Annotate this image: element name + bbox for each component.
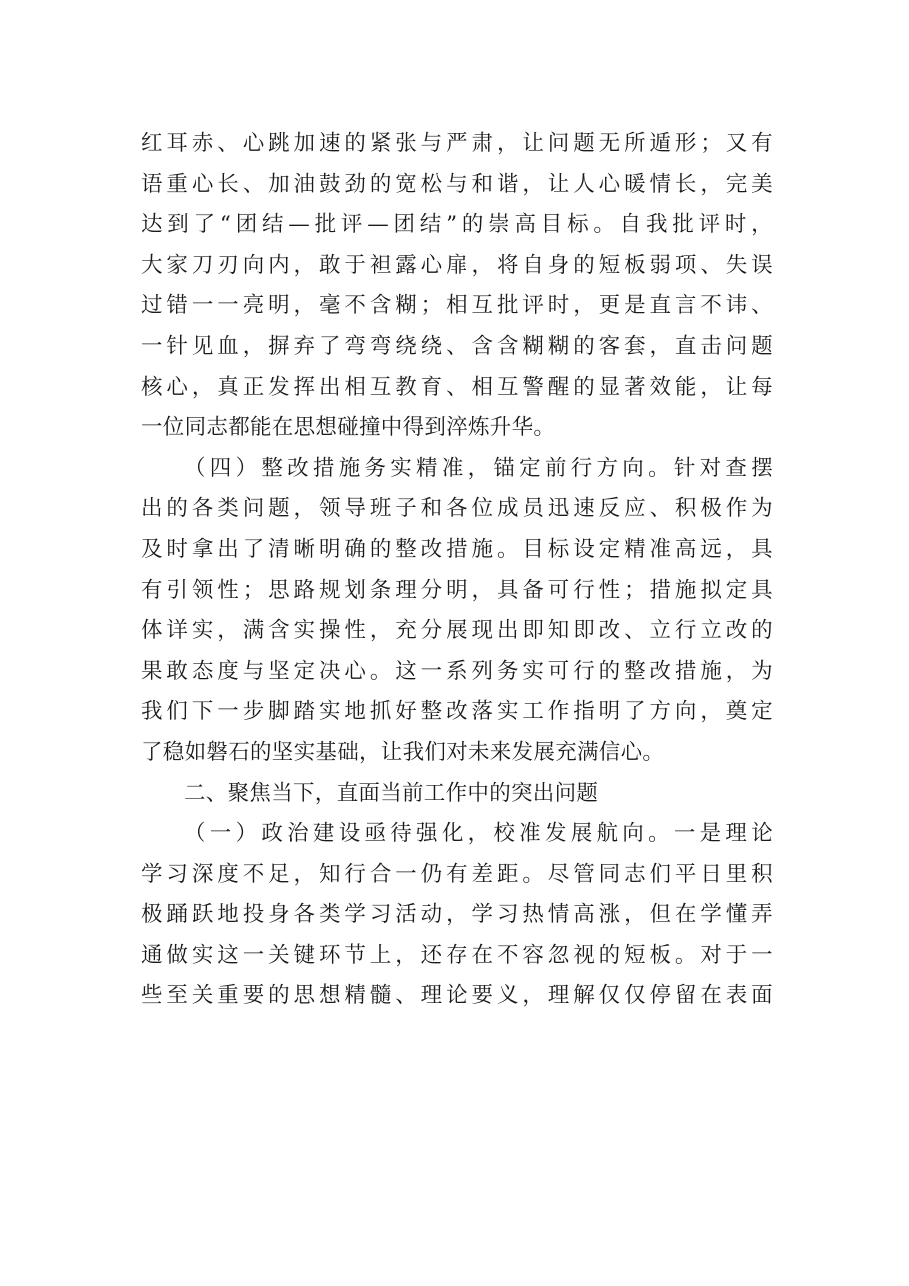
document-body [141, 124, 773, 1017]
text-line: 达到了“团结—批评—团结”的崇高目标。自我批评时， [141, 212, 773, 238]
text-line: （四）整改措施务实精准，锚定前行方向。针对查摆 [184, 455, 773, 481]
text-line: 语重心长、加油鼓劲的宽松与和谐，让人心暖情长，完美 [141, 171, 773, 197]
text-line: 过错一一亮明，毫不含糊；相互批评时，更是直言不讳、 [141, 293, 773, 319]
text-line: 有引领性；思路规划条理分明，具备可行性；措施拟定具 [141, 577, 773, 603]
text-line: 果敢态度与坚定决心。这一系列务实可行的整改措施，为 [141, 658, 773, 684]
text-line: 极踊跃地投身各类学习活动，学习热情高涨，但在学懂弄 [141, 902, 773, 928]
section-heading-text: 二、聚焦当下，直面当前工作中的突出问题 [184, 780, 599, 806]
text-line: 一针见血，摒弃了弯弯绕绕、含含糊糊的客套，直击问题 [141, 333, 773, 359]
text-line: 学习深度不足，知行合一仍有差距。尽管同志们平日里积 [141, 861, 773, 887]
text-line: 核心，真正发挥出相互教育、相互警醒的显著效能，让每 [141, 374, 773, 400]
paragraph-criticism-atmosphere [141, 124, 773, 449]
text-line: 及时拿出了清晰明确的整改措施。目标设定精准高远，具 [141, 536, 773, 562]
text-line: 通做实这一关键环节上，还存在不容忽视的短板。对于一 [141, 942, 773, 968]
paragraph-rectification-measures [141, 449, 773, 774]
text-line: 出的各类问题，领导班子和各位成员迅速反应、积极作为 [141, 496, 773, 522]
text-line: 我们下一步脚踏实地抓好整改落实工作指明了方向，奠定 [141, 699, 773, 725]
section-heading [141, 774, 773, 815]
text-line: （一）政治建设亟待强化，校准发展航向。一是理论 [184, 821, 773, 847]
text-line: 红耳赤、心跳加速的紧张与严肃，让问题无所遁形；又有 [141, 131, 773, 156]
paragraph-political-construction [141, 814, 773, 1017]
text-line: 一位同志都能在思想碰撞中得到淬炼升华。 [141, 415, 556, 441]
text-line: 体详实，满含实操性，充分展现出即知即改、立行立改的 [141, 618, 773, 644]
text-line: 些至关重要的思想精髓、理论要义，理解仅仅停留在表面 [141, 983, 773, 1009]
text-line: 了稳如磐石的坚实基础，让我们对未来发展充满信心。 [141, 739, 665, 765]
text-line: 大家刀刃向内，敢于袒露心扉，将自身的短板弱项、失误 [141, 252, 773, 278]
